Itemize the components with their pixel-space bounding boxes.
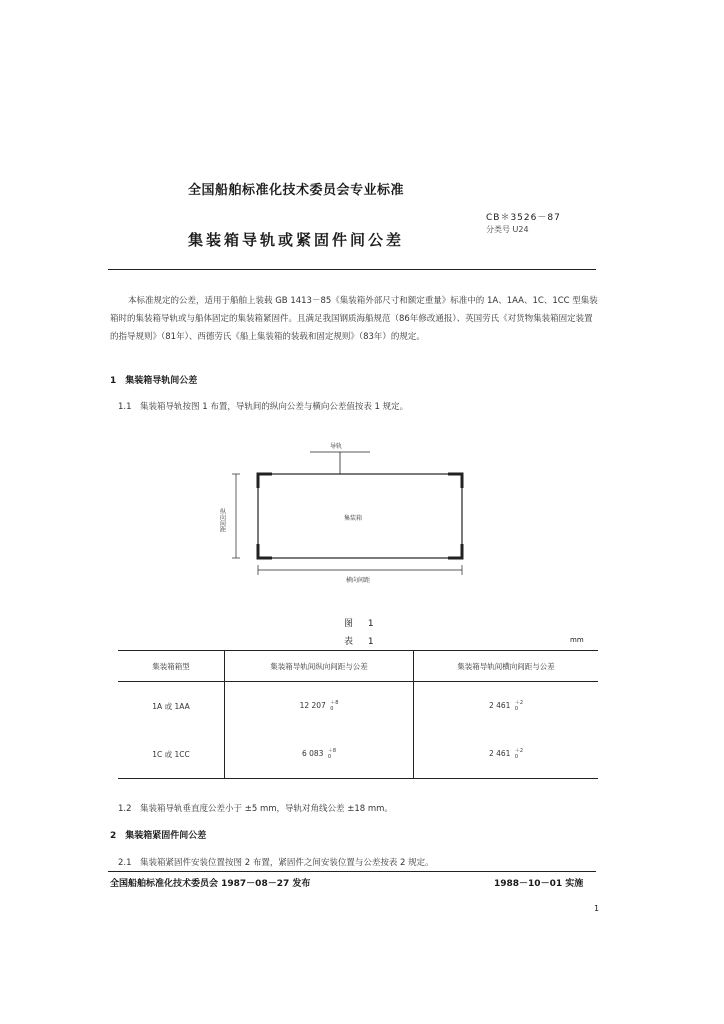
header-longitudinal: 集装箱导轨间纵向间距与公差: [225, 651, 414, 682]
figure-1-svg: [220, 438, 490, 588]
clause-1-2: 1.2 集装箱导轨垂直度公差小于 ±5 mm，导轨对角线公差 ±18 mm。: [118, 804, 393, 814]
section-1-heading: 1 集装箱导轨间公差: [110, 376, 198, 386]
table-1-caption: 表 1: [344, 637, 380, 647]
label-longitudinal: 纵向间距: [218, 508, 226, 532]
table-header-row: [118, 651, 598, 682]
header-transverse: 集装箱导轨间横向间距与公差: [414, 651, 599, 682]
header-rule: [108, 269, 596, 270]
trans-value: 2 461: [488, 749, 511, 758]
cell-type: 1A 或 1AA: [152, 701, 190, 711]
footer-rule: [108, 871, 596, 872]
cell-longitudinal: [225, 682, 414, 731]
label-transverse: 横向间距: [346, 577, 371, 584]
intro-paragraph: 本标准规定的公差，适用于船舶上装载 GB 1413－85《集装箱外部尺寸和额定重量》标准中的 1A、1AA、1C、1CC 型集装箱时的集装箱导轨或与船体固定的集装箱紧固件。且满足我国钢质海船规范（86年修改通报）、英国劳氏《对货物集装箱固定装置的指导规则》（81年）、西德劳氏《船上集装箱的装载和固定规则》（83年）的规定。: [110, 296, 598, 342]
issue-date: 全国船舶标准化技术委员会 1987－08－27 发布: [110, 879, 311, 889]
section-2-heading: 2 集装箱紧固件间公差: [110, 831, 207, 841]
figure-1-diagram: [220, 438, 490, 588]
table-1: [118, 650, 598, 779]
table-1-unit: mm: [570, 636, 584, 644]
label-rail: 导轨: [330, 443, 343, 450]
long-value: 12 207: [299, 701, 326, 710]
long-tolerance: ＋8 0: [330, 700, 339, 712]
table-row: [118, 730, 598, 779]
guide-rail-top-right: [448, 474, 462, 488]
cell-type: 1C 或 1CC: [118, 730, 225, 779]
long-value: 6 083: [301, 749, 324, 758]
guide-rail-bottom-right: [448, 544, 462, 558]
long-tolerance: ＋8 0: [327, 748, 337, 760]
clause-1-1: 1.1 集装箱导轨按图 1 布置，导轨间的纵向公差与横向公差值按表 1 规定。: [118, 402, 409, 412]
figure-1-caption: 图 1: [344, 619, 380, 629]
label-container: 集装箱: [344, 515, 363, 522]
clause-2-1: 2.1 集装箱紧固件安装位置按图 2 布置，紧固件之间安装位置与公差按表 2 规定。: [118, 858, 434, 868]
table-row: [118, 682, 598, 731]
classification-number: 分类号 U24: [486, 225, 529, 234]
cell-transverse: [414, 682, 599, 731]
trans-tolerance: ＋2 0: [514, 700, 524, 712]
cell-longitudinal: [225, 730, 414, 779]
trans-tolerance: ＋2 0: [514, 748, 524, 760]
guide-rail-top-left: [258, 474, 272, 488]
document-title: 集装箱导轨或紧固件间公差: [188, 231, 405, 249]
header-container-type: 集装箱箱型: [118, 651, 225, 682]
page-number: 1: [594, 904, 600, 913]
effective-date: 1988－10－01 实施: [494, 879, 584, 889]
standard-number: CB＊3526－87: [486, 213, 561, 223]
cell-transverse: [414, 730, 599, 779]
guide-rail-bottom-left: [258, 544, 272, 558]
trans-value: 2 461: [488, 701, 511, 710]
org-standard-title: 全国船舶标准化技术委员会专业标准: [188, 183, 405, 198]
